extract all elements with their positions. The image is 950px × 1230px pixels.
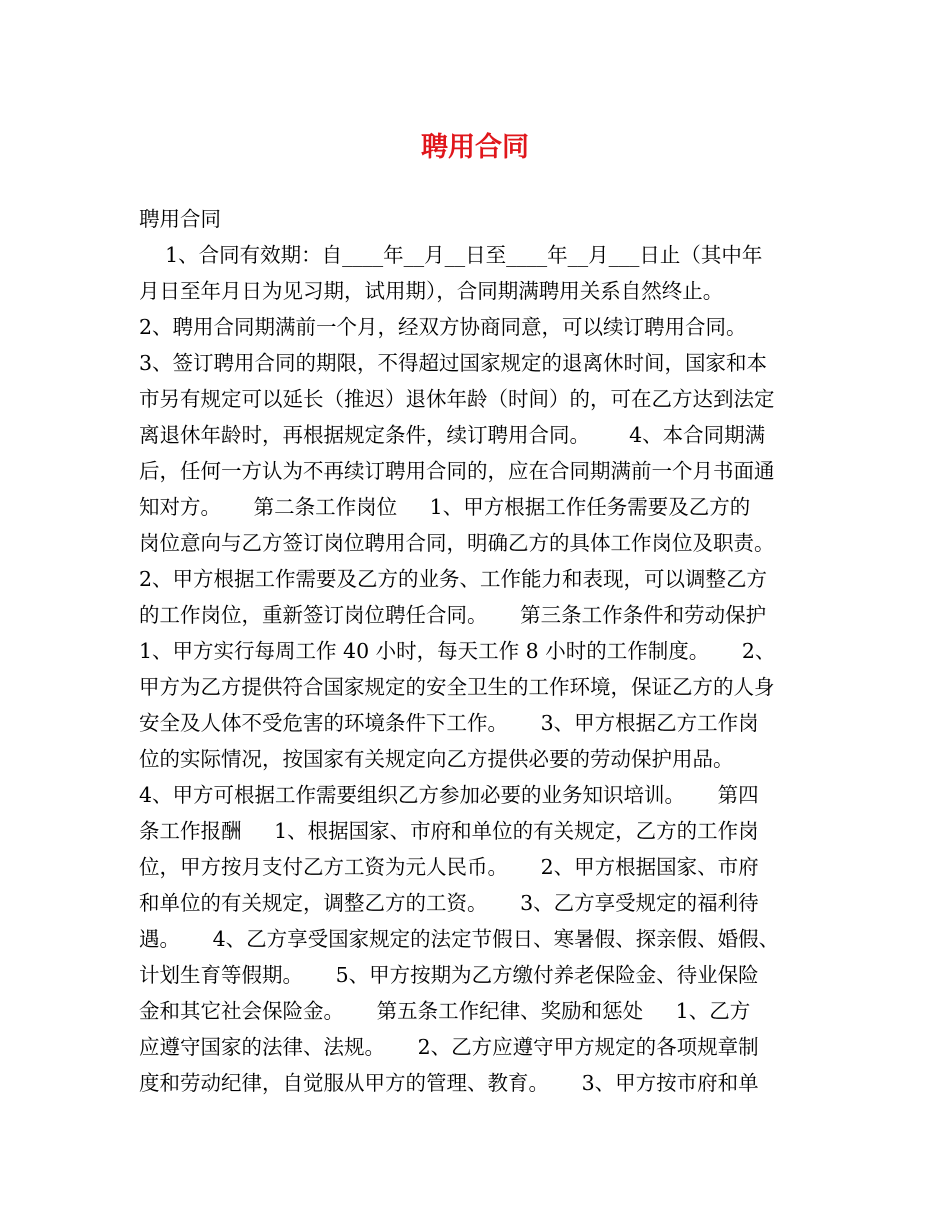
body-line: 岗位意向与乙方签订岗位聘用合同，明确乙方的具体工作岗位及职责。 bbox=[139, 531, 775, 555]
body-line: 离退休年龄时，再根据规定条件，续订聘用合同。 4、本合同期满 bbox=[139, 423, 766, 447]
body-line: 知对方。 第二条工作岗位 1、甲方根据工作任务需要及乙方的 bbox=[139, 495, 751, 519]
body-line: 度和劳动纪律，自觉服从甲方的管理、教育。 3、甲方按市府和单 bbox=[139, 1071, 759, 1095]
body-line: 3、签订聘用合同的期限，不得超过国家规定的退离休时间，国家和本 bbox=[139, 351, 768, 375]
body-line: 应遵守国家的法律、法规。 2、乙方应遵守甲方规定的各项规章制 bbox=[139, 1035, 759, 1059]
body-line: 1、甲方实行每周工作 40 小时，每天工作 8 小时的工作制度。 2、 bbox=[139, 639, 776, 663]
body-line: 月日至年月日为见习期，试用期），合同期满聘用关系自然终止。 bbox=[139, 279, 724, 303]
body-line: 后，任何一方认为不再续订聘用合同的，应在合同期满前一个月书面通 bbox=[139, 459, 775, 483]
body-line: 计划生育等假期。 5、甲方按期为乙方缴付养老保险金、待业保险 bbox=[139, 963, 759, 987]
body-line: 2、聘用合同期满前一个月，经双方协商同意，可以续订聘用合同。 bbox=[139, 315, 747, 339]
body-line: 遇。 4、乙方享受国家规定的法定节假日、寒暑假、探亲假、婚假、 bbox=[139, 927, 780, 951]
body-line: 1、合同有效期：自____年__月__日至____年__月___日止（其中年 bbox=[139, 243, 763, 267]
body-line: 金和其它社会保险金。 第五条工作纪律、奖励和惩处 1、乙方 bbox=[139, 999, 751, 1023]
body-line: 位的实际情况，按国家有关规定向乙方提供必要的劳动保护用品。 bbox=[139, 747, 734, 771]
body-line: 位，甲方按月支付乙方工资为元人民币。 2、甲方根据国家、市府 bbox=[139, 855, 759, 879]
body-line: 甲方为乙方提供符合国家规定的安全卫生的工作环境，保证乙方的人身 bbox=[139, 675, 775, 699]
body-line: 聘用合同 bbox=[139, 207, 221, 231]
document-title: 聘用合同 bbox=[421, 132, 529, 163]
body-line: 4、甲方可根据工作需要组织乙方参加必要的业务知识培训。 第四 bbox=[139, 783, 759, 807]
body-line: 条工作报酬 1、根据国家、市府和单位的有关规定，乙方的工作岗 bbox=[139, 819, 759, 843]
body-line: 的工作岗位，重新签订岗位聘任合同。 第三条工作条件和劳动保护 bbox=[139, 603, 767, 627]
body-line: 2、甲方根据工作需要及乙方的业务、工作能力和表现，可以调整乙方 bbox=[139, 567, 768, 591]
body-line: 安全及人体不受危害的环境条件下工作。 3、甲方根据乙方工作岗 bbox=[139, 711, 759, 735]
body-line: 和单位的有关规定，调整乙方的工资。 3、乙方享受规定的福利待 bbox=[139, 891, 759, 915]
body-line: 市另有规定可以延长（推迟）退休年龄（时间）的，可在乙方达到法定 bbox=[139, 387, 775, 411]
